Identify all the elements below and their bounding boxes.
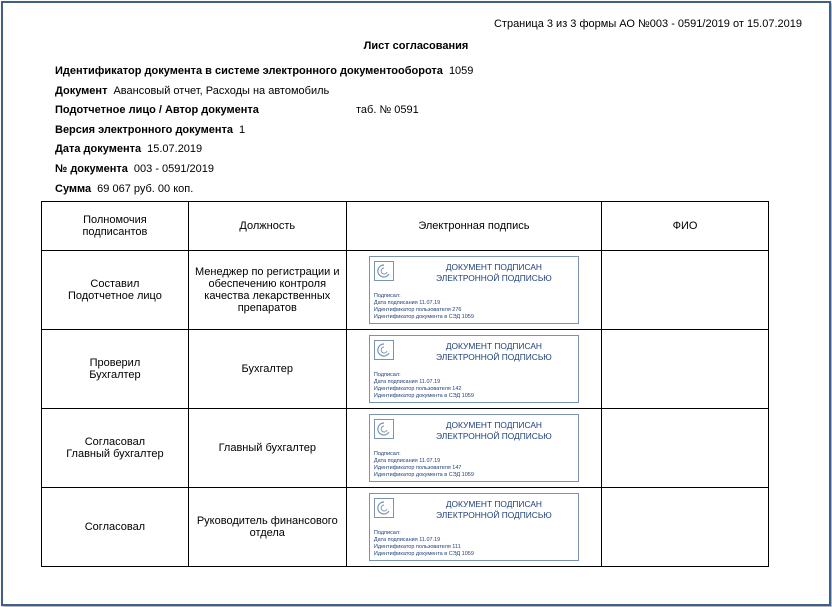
document-meta bbox=[55, 62, 473, 199]
stamp-line1: ДОКУМЕНТ ПОДПИСАН bbox=[445, 499, 542, 509]
signature-cell bbox=[346, 251, 601, 330]
page-header: Страница 3 из 3 формы АО №003 - 0591/2019 от 15.07.2019 bbox=[493, 18, 802, 30]
position-cell: Менеджер по регистрации и обеспечению контроля качества лекарственных препаратов bbox=[188, 251, 346, 330]
stamp-date: Дата подписания 11.07.19 bbox=[373, 300, 441, 306]
meta-date-value: 15.07.2019 bbox=[147, 143, 203, 156]
header-position: Должность bbox=[188, 202, 346, 251]
stamp-line2: ЭЛЕКТРОННОЙ ПОДПИСЬЮ bbox=[436, 431, 552, 441]
table-row bbox=[42, 488, 769, 567]
signature-stamp bbox=[369, 256, 579, 324]
fio-cell bbox=[602, 488, 769, 567]
meta-number-label: № документа bbox=[55, 162, 128, 175]
position-cell: Бухгалтер bbox=[188, 330, 346, 409]
fio-cell bbox=[602, 330, 769, 409]
authority-action: Согласовал bbox=[84, 521, 146, 533]
header-fio: ФИО bbox=[602, 202, 769, 251]
authority-cell bbox=[42, 488, 189, 567]
stamp-date: Дата подписания 11.07.19 bbox=[373, 458, 441, 464]
meta-author-tab: таб. № 0591 bbox=[356, 104, 419, 117]
stamp-user-id: Идентификатор пользователя 147 bbox=[373, 465, 462, 471]
table-header-row bbox=[42, 202, 769, 251]
meta-author-label: Подотчетное лицо / Автор документа bbox=[55, 104, 259, 117]
fio-cell bbox=[602, 409, 769, 488]
meta-doc-id-value: 1059 bbox=[448, 65, 474, 77]
stamp-signed-label: Подписал: bbox=[373, 293, 401, 299]
authority-action: Составил bbox=[90, 278, 140, 290]
signature-cell bbox=[346, 488, 601, 567]
stamp-logo-icon bbox=[374, 340, 394, 360]
authority-action: Проверил bbox=[89, 357, 141, 369]
meta-sum-value: 69 067 руб. 00 коп. bbox=[97, 182, 194, 195]
stamp-doc-id: Идентификатор документа в СЭД 1059 bbox=[373, 472, 474, 478]
stamp-doc-id: Идентификатор документа в СЭД 1059 bbox=[373, 551, 474, 557]
position-cell: Руководитель финансового отдела bbox=[188, 488, 346, 567]
stamp-line1: ДОКУМЕНТ ПОДПИСАН bbox=[445, 420, 542, 430]
authority-action: Согласовал bbox=[84, 436, 146, 448]
meta-version-label: Версия электронного документа bbox=[55, 123, 234, 136]
meta-sum-label: Сумма bbox=[55, 182, 92, 195]
table-row bbox=[42, 409, 769, 488]
stamp-logo-icon bbox=[374, 498, 394, 518]
header-signature: Электронная подпись bbox=[346, 202, 601, 251]
signature-stamp bbox=[369, 335, 579, 403]
approval-table bbox=[41, 201, 769, 567]
header-authority: Полномочия подписантов bbox=[42, 202, 189, 251]
signature-stamp bbox=[369, 414, 579, 482]
stamp-line2: ЭЛЕКТРОННОЙ ПОДПИСЬЮ bbox=[436, 273, 552, 283]
fio-cell bbox=[602, 251, 769, 330]
stamp-logo-icon bbox=[374, 419, 394, 439]
meta-version-value: 1 bbox=[239, 123, 246, 136]
signature-cell bbox=[346, 409, 601, 488]
signature-stamp bbox=[369, 493, 579, 561]
signature-cell bbox=[346, 330, 601, 409]
document-title: Лист согласования bbox=[363, 40, 469, 52]
stamp-doc-id: Идентификатор документа в СЭД 1059 bbox=[373, 314, 474, 320]
meta-document-value: Авансовый отчет, Расходы на автомобиль bbox=[113, 84, 330, 97]
stamp-signed-label: Подписал: bbox=[373, 451, 401, 457]
stamp-line2: ЭЛЕКТРОННОЙ ПОДПИСЬЮ bbox=[436, 510, 552, 520]
position-cell: Главный бухгалтер bbox=[188, 409, 346, 488]
meta-date-label: Дата документа bbox=[55, 143, 142, 156]
authority-cell bbox=[42, 409, 189, 488]
meta-date bbox=[55, 140, 473, 160]
stamp-line1: ДОКУМЕНТ ПОДПИСАН bbox=[445, 341, 542, 351]
meta-document bbox=[55, 82, 473, 102]
authority-role: Бухгалтер bbox=[89, 369, 141, 381]
meta-version bbox=[55, 121, 473, 141]
meta-doc-id bbox=[55, 62, 473, 82]
meta-number-value: 003 - 0591/2019 bbox=[133, 162, 215, 175]
stamp-doc-id: Идентификатор документа в СЭД 1059 bbox=[373, 393, 474, 399]
stamp-user-id: Идентификатор пользователя 142 bbox=[373, 386, 462, 392]
authority-role: Подотчетное лицо bbox=[67, 290, 162, 302]
meta-sum bbox=[55, 180, 473, 200]
meta-author bbox=[55, 101, 473, 121]
stamp-line1: ДОКУМЕНТ ПОДПИСАН bbox=[445, 262, 542, 272]
authority-cell bbox=[42, 330, 189, 409]
meta-document-label: Документ bbox=[55, 84, 108, 97]
meta-number bbox=[55, 160, 473, 180]
stamp-date: Дата подписания 11.07.19 bbox=[373, 537, 441, 543]
stamp-user-id: Идентификатор пользователя 111 bbox=[373, 544, 461, 550]
authority-role: Главный бухгалтер bbox=[66, 448, 164, 460]
stamp-signed-label: Подписал: bbox=[373, 530, 401, 536]
authority-cell bbox=[42, 251, 189, 330]
stamp-signed-label: Подписал: bbox=[373, 372, 401, 378]
stamp-logo-icon bbox=[374, 261, 394, 281]
stamp-line2: ЭЛЕКТРОННОЙ ПОДПИСЬЮ bbox=[436, 352, 552, 362]
stamp-user-id: Идентификатор пользователя 276 bbox=[373, 307, 462, 313]
table-row bbox=[42, 251, 769, 330]
meta-doc-id-label: Идентификатор документа в системе электронного документооборота bbox=[55, 65, 443, 77]
stamp-date: Дата подписания 11.07.19 bbox=[373, 379, 441, 385]
table-row bbox=[42, 330, 769, 409]
